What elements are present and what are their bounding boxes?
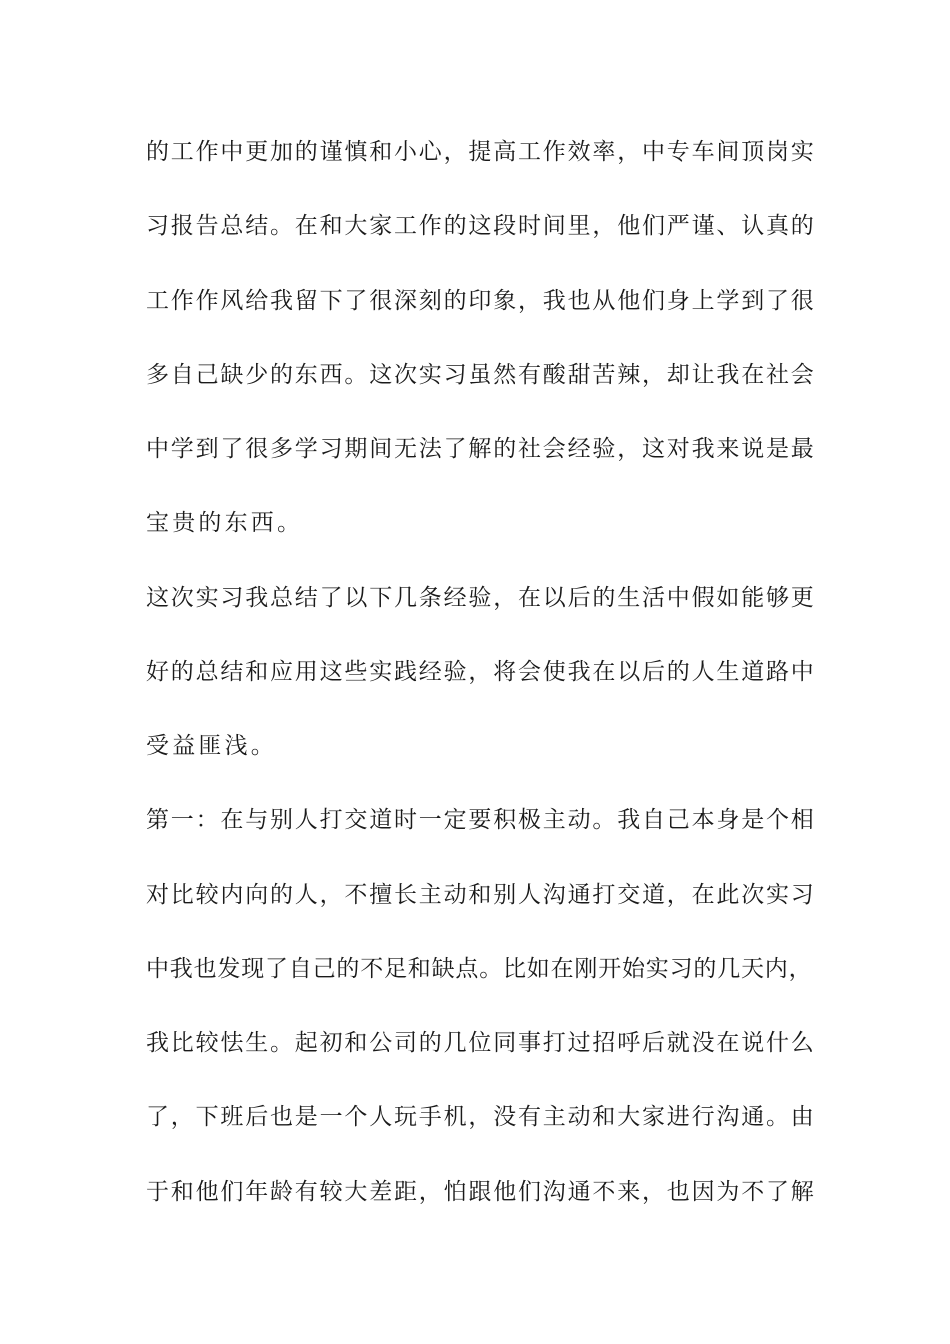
text-line: 了，下班后也是一个人玩手机，没有主动和大家进行沟通。由 [146,1104,816,1130]
text-line: 对比较内向的人，不擅长主动和别人沟通打交道，在此次实习 [146,882,816,908]
text-line: 我比较怯生。起初和公司的几位同事打过招呼后就没在说什么 [146,1030,816,1056]
text-line: 习报告总结。在和大家工作的这段时间里，他们严谨、认真的 [146,213,816,239]
text-line: 中学到了很多学习期间无法了解的社会经验，这对我来说是最 [146,436,816,462]
text-line: 的工作中更加的谨慎和小心，提高工作效率，中专车间顶岗实 [146,139,816,165]
text-line: 这次实习我总结了以下几条经验，在以后的生活中假如能够更 [146,585,816,611]
text-line: 于和他们年龄有较大差距，怕跟他们沟通不来，也因为不了解 [146,1179,816,1205]
text-line: 多自己缺少的东西。这次实习虽然有酸甜苦辣，却让我在社会 [146,362,816,388]
text-line: 中我也发现了自己的不足和缺点。比如在刚开始实习的几天内， [146,956,813,982]
text-line: 第一：在与别人打交道时一定要积极主动。我自己本身是个相 [146,807,816,833]
text-line: 宝贵的东西。 [146,510,304,536]
text-line: 受益匪浅。 [146,733,277,759]
text-line: 工作作风给我留下了很深刻的印象，我也从他们身上学到了很 [146,288,816,314]
text-line: 好的总结和应用这些实践经验，将会使我在以后的人生道路中 [146,659,816,685]
